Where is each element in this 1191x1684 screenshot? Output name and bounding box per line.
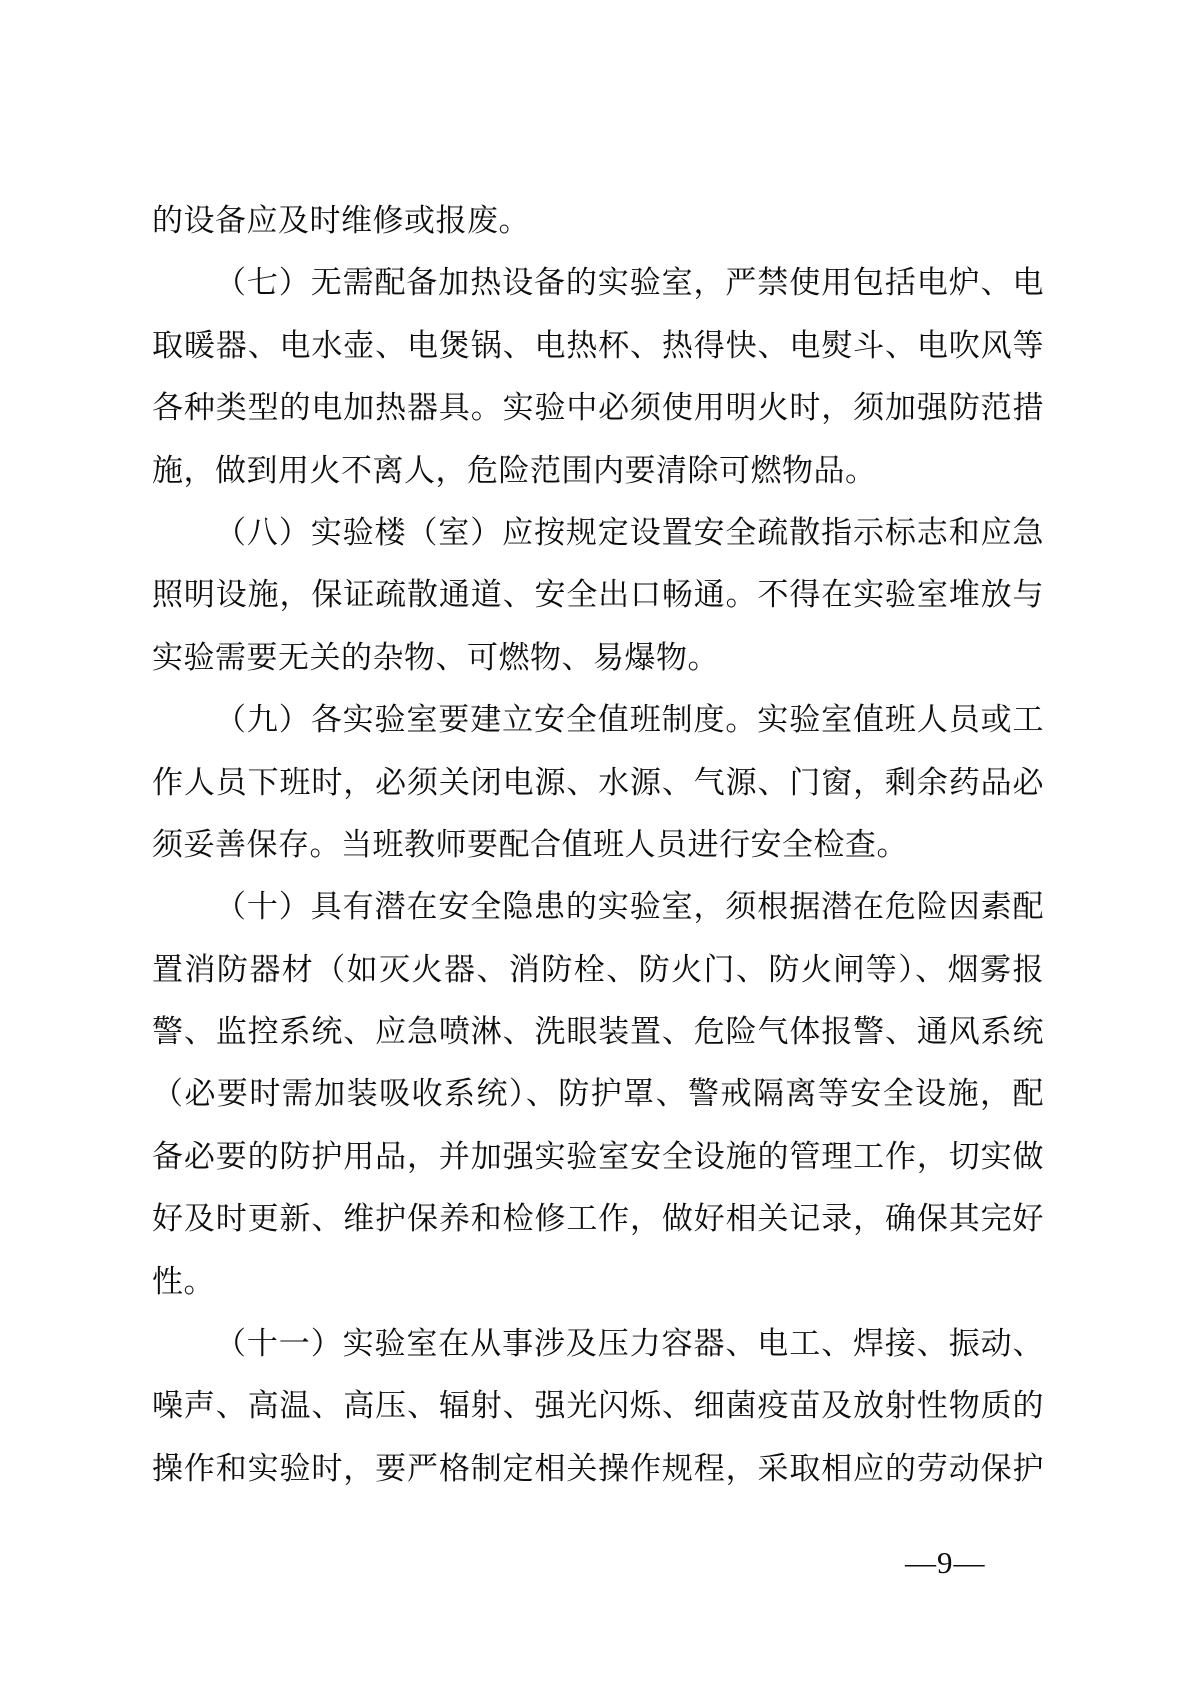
text-line: 噪声、高温、高压、辐射、强光闪烁、细菌疫苗及放射性物质的: [152, 1388, 1044, 1424]
document-body: [152, 190, 1044, 1500]
text-line: 好及时更新、维护保养和检修工作，做好相关记录，确保其完好: [152, 1201, 1044, 1237]
text-line: 性。: [152, 1263, 215, 1299]
text-line: （十一）实验室在从事涉及压力容器、电工、焊接、振动、: [215, 1326, 1044, 1362]
text-line: 施，做到用火不离人，危险范围内要清除可燃物品。: [152, 452, 877, 488]
text-line: （八）实验楼（室）应按规定设置安全疏散指示标志和应急: [215, 514, 1044, 550]
text-line: （十）具有潜在安全隐患的实验室，须根据潜在危险因素配: [215, 889, 1044, 925]
text-line: （九）各实验室要建立安全值班制度。实验室值班人员或工: [215, 702, 1044, 738]
text-line: 照明设施，保证疏散通道、安全出口畅通。不得在实验室堆放与: [152, 577, 1044, 613]
text-line: 须妥善保存。当班教师要配合值班人员进行安全检查。: [152, 826, 908, 862]
text-line: 警、监控系统、应急喷淋、洗眼装置、危险气体报警、通风系统: [152, 1014, 1044, 1050]
text-line: 操作和实验时，要严格制定相关操作规程，采取相应的劳动保护: [152, 1450, 1044, 1486]
text-line: 作人员下班时，必须关闭电源、水源、气源、门窗，剩余药品必: [152, 764, 1044, 800]
page-number: —9—: [905, 1545, 986, 1580]
text-line: （七）无需配备加热设备的实验室，严禁使用包括电炉、电: [215, 265, 1044, 301]
text-line: 实验需要无关的杂物、可燃物、易爆物。: [152, 639, 719, 675]
text-line: 取暖器、电水壶、电煲锅、电热杯、热得快、电熨斗、电吹风等: [152, 327, 1044, 363]
text-line: 的设备应及时维修或报废。: [152, 203, 530, 238]
text-line: 置消防器材（如灭火器、消防栓、防火门、防火闸等）、烟雾报: [152, 951, 1044, 987]
text-line: 各种类型的电加热器具。实验中必须使用明火时，须加强防范措: [152, 390, 1044, 426]
text-line: 备必要的防护用品，并加强实验室安全设施的管理工作，切实做: [152, 1138, 1044, 1174]
text-line: （必要时需加装吸收系统）、防护罩、警戒隔离等安全设施，配: [152, 1076, 1044, 1112]
